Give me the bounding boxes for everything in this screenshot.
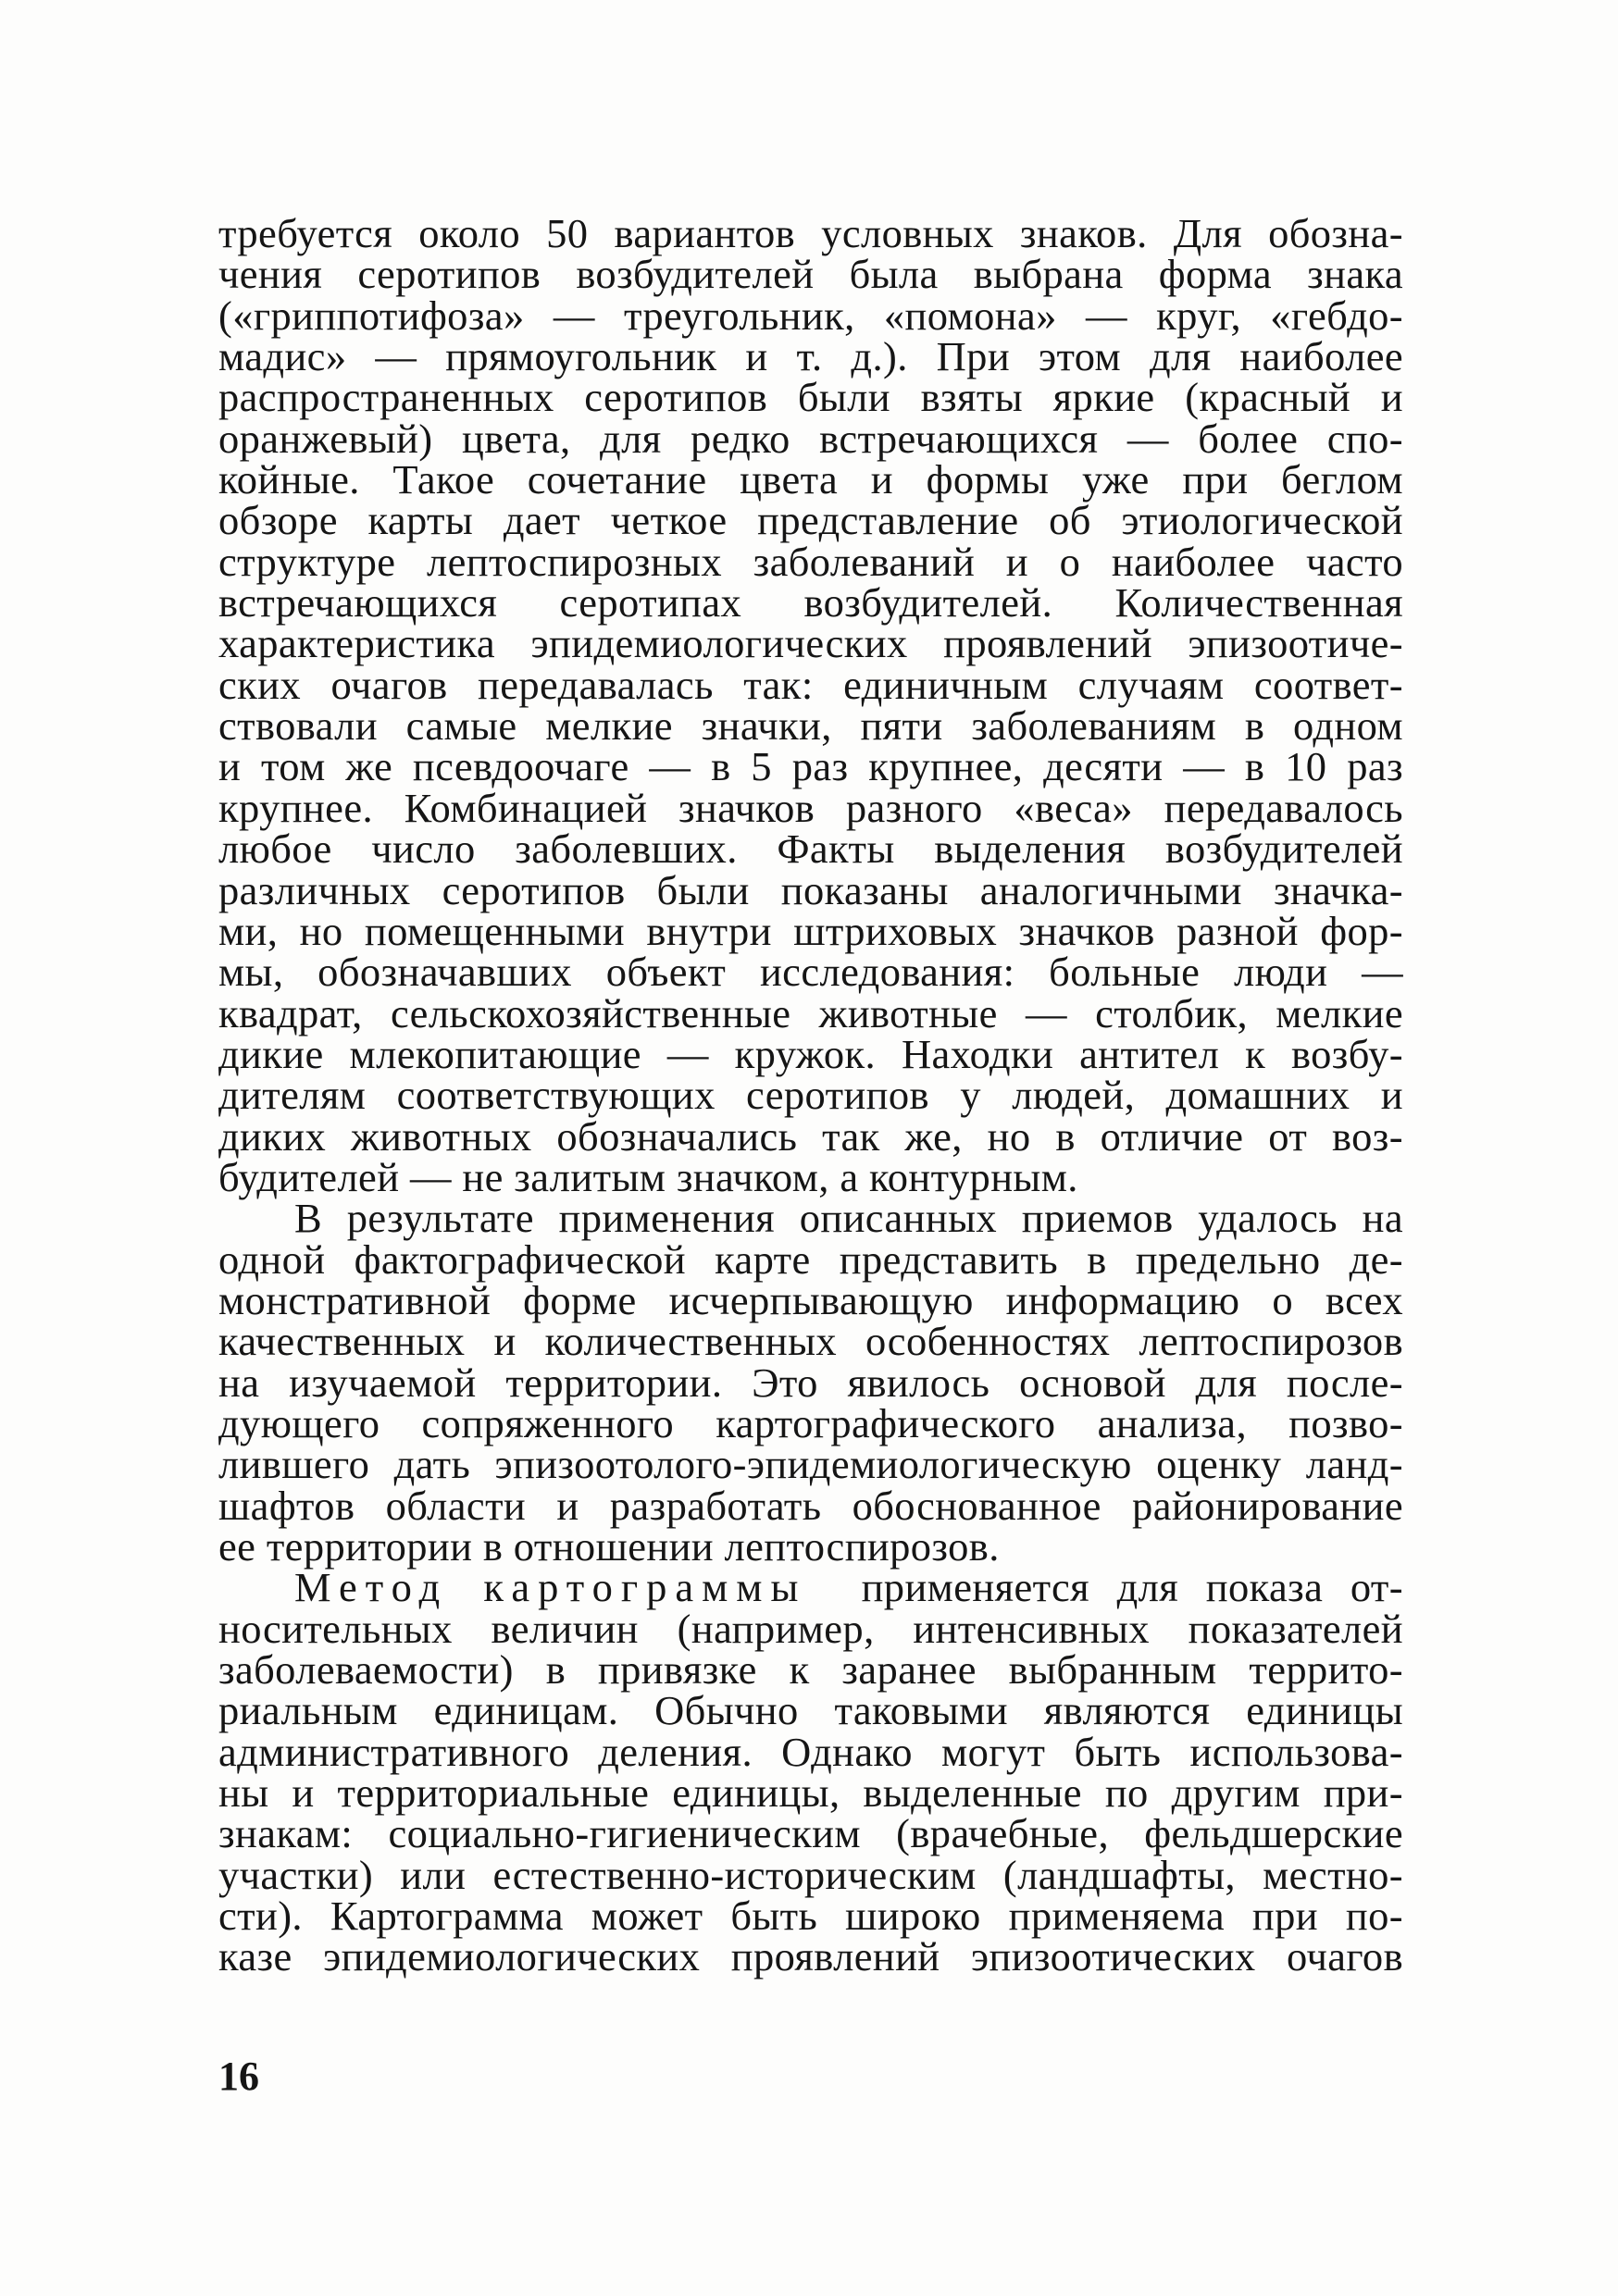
text-line: ствовали самые мелкие значки, пяти заболеваниям в одном [218, 702, 1403, 750]
text-line: распространенных серотипов были взяты яркие (красный и [218, 374, 1403, 421]
text-line: диких животных обозначались так же, но в отличие от воз- [218, 1112, 1403, 1160]
text-line: дикие млекопитающие — кружок. Находки антител к возбу- [218, 1030, 1403, 1077]
text-line: чения серотипов возбудителей была выбрана форма знака [218, 251, 1403, 298]
text-line: крупнее. Комбинацией значков разного «веса» передавалось [218, 784, 1403, 831]
text-line: знакам: социально-гигиеническим (врачебные, фельдшерские [218, 1810, 1403, 1857]
text-line: шафтов области и разработать обоснованное районирование [218, 1482, 1403, 1529]
text-line: ских очагов передавалась так: единичным случаям соответ- [218, 661, 1403, 708]
text-line: качественных и количественных особенностях лептоспирозов [218, 1318, 1403, 1365]
text-line: мы, обозначавших объект исследования: больные люди — [218, 949, 1403, 996]
text-line: риальным единицам. Обычно таковыми являются единицы [218, 1687, 1403, 1734]
text-line: встречающихся серотипах возбудителей. Количественная [218, 579, 1403, 627]
text-line: любое число заболевших. Факты выделения возбудителей [218, 825, 1403, 873]
text-line: на изучаемой территории. Это явилось основой для после- [218, 1359, 1403, 1406]
page-number: 16 [218, 2054, 259, 2099]
text-line: административного деления. Однако могут быть использова- [218, 1728, 1403, 1775]
text-line: и том же псевдоочаге — в 5 раз крупнее, десяти — в 10 раз [218, 743, 1403, 790]
text-line: монстративной форме исчерпывающую информацию о всех [218, 1276, 1403, 1323]
text-line: квадрат, сельскохозяйственные животные — столбик, мелкие [218, 989, 1403, 1036]
text-line: одной фактографической карте представить в предельно де- [218, 1235, 1403, 1283]
text-line: казе эпидемиологических проявлений эпизоотических очагов [218, 1933, 1403, 1980]
text-line: обзоре карты дает четкое представление об этиологической [218, 497, 1403, 544]
text-line: («гриппотифоза» — треугольник, «помона» — круг, «гебдо- [218, 292, 1403, 339]
text-line: ны и территориальные единицы, выделенные по другим при- [218, 1769, 1403, 1817]
text-line: сти). Картограмма может быть широко применяема при по- [218, 1893, 1403, 1940]
text-line: мадис» — прямоугольник и т. д.). При этом для наиболее [218, 333, 1403, 380]
text-line: заболеваемости) в привязке к заранее выбранным террито- [218, 1646, 1403, 1694]
paragraph-start-line: В результате применения описанных приемов удалось на [294, 1195, 1403, 1242]
text-line: койные. Такое сочетание цвета и формы уже при беглом [218, 456, 1403, 503]
text-line: дителям соответствующих серотипов у людей, домашних и [218, 1072, 1403, 1119]
text-line: носительных величин (например, интенсивных показателей [218, 1605, 1403, 1652]
text-line: ее территории в отношении лептоспирозов. [218, 1523, 1000, 1570]
text-line: структуре лептоспирозных заболеваний и о наиболее часто [218, 538, 1403, 585]
line-continuation: применяется для показа от- [861, 1564, 1403, 1611]
paragraph-start-line [218, 1564, 1403, 1611]
text-line: дующего сопряженного картографического анализа, позво- [218, 1399, 1403, 1446]
text-line: будителей — не залитым значком, а контурным. [218, 1153, 1078, 1200]
text-line: ми, но помещенными внутри штриховых значков разной фор- [218, 907, 1403, 954]
text-line: лившего дать эпизоотолого-эпидемиологическую оценку ланд- [218, 1441, 1403, 1488]
spaced-term: Метод картограммы [294, 1564, 807, 1611]
text-line: требуется около 50 вариантов условных знаков. Для обозна- [218, 210, 1403, 256]
text-line: участки) или естественно-историческим (ландшафты, местно- [218, 1851, 1403, 1898]
body-text [218, 210, 1403, 1980]
text-line: характеристика эпидемиологических проявлений эпизоотиче- [218, 620, 1403, 667]
text-line: оранжевый) цвета, для редко встречающихся — более спо- [218, 415, 1403, 462]
text-line: различных серотипов были показаны аналогичными значка- [218, 866, 1403, 913]
